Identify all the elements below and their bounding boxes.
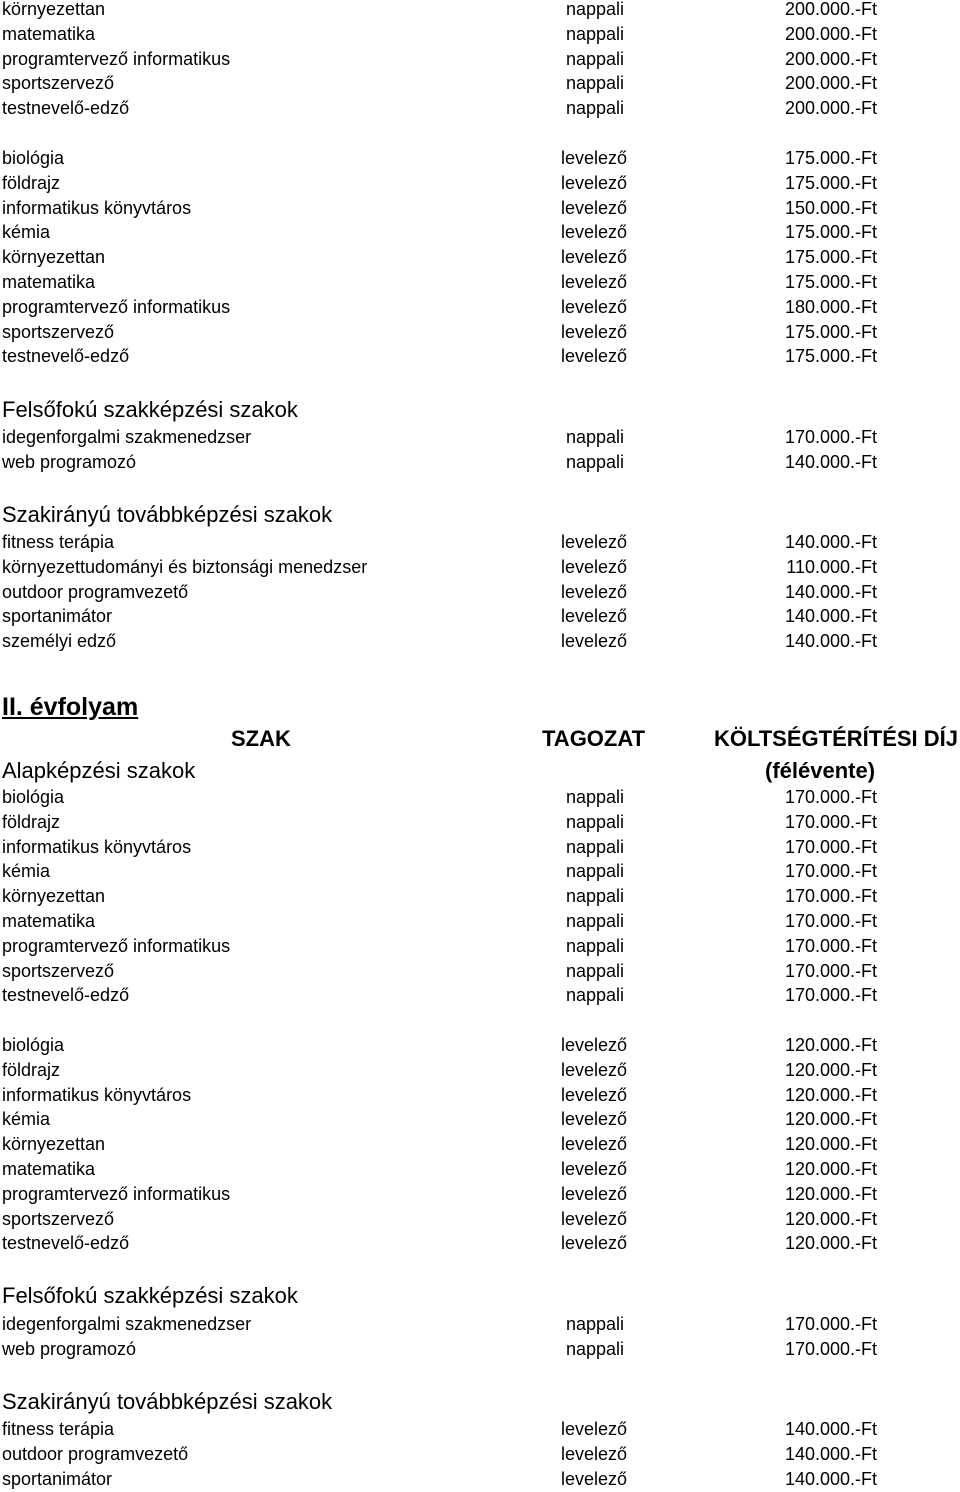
program-name: sportanimátor [2, 606, 113, 627]
table-row [0, 884, 960, 908]
study-mode: nappali [566, 0, 625, 19]
fee-amount: 110.000.-Ft [786, 556, 877, 577]
fee-amount: 175.000.-Ft [784, 222, 877, 243]
fee-amount: 140.000.-Ft [784, 581, 877, 602]
program-name: sportszervező [2, 1208, 115, 1229]
fee-amount: 140.000.-Ft [784, 606, 877, 627]
table-row [0, 1058, 960, 1082]
study-mode: levelező [561, 581, 628, 602]
table-row [0, 1207, 960, 1231]
table-row [0, 835, 960, 859]
table-row [0, 171, 960, 195]
study-mode: levelező [561, 197, 628, 218]
study-mode: nappali [566, 960, 625, 981]
fee-amount: 175.000.-Ft [784, 346, 877, 367]
fee-amount: 140.000.-Ft [784, 1419, 877, 1439]
fee-amount: 175.000.-Ft [784, 172, 877, 193]
study-mode: levelező [561, 1443, 628, 1464]
study-mode: levelező [561, 272, 628, 292]
study-mode: levelező [561, 222, 628, 243]
program-name: idegenforgalmi szakmenedzser [2, 427, 252, 447]
table-row [0, 934, 960, 958]
table-row [0, 47, 960, 71]
table-row [0, 1312, 960, 1336]
fee-amount: 120.000.-Ft [784, 1059, 877, 1080]
program-name: környezettudományi és biztonsági menedzser [2, 556, 368, 577]
program-name: informatikus könyvtáros [2, 197, 192, 218]
fee-amount: 120.000.-Ft [784, 1159, 877, 1179]
study-mode: nappali [566, 935, 625, 956]
study-mode: nappali [566, 427, 625, 447]
fee-amount: 140.000.-Ft [784, 532, 877, 552]
fee-amount: 170.000.-Ft [784, 861, 877, 882]
program-name: sportszervező [2, 73, 115, 94]
table-row [0, 1182, 960, 1206]
study-mode: levelező [561, 346, 628, 367]
fee-amount: 120.000.-Ft [784, 1233, 877, 1254]
table-row [0, 909, 960, 933]
program-name: programtervező informatikus [2, 296, 231, 317]
table-row [0, 220, 960, 244]
fee-amount: 200.000.-Ft [784, 98, 877, 119]
fee-amount: 170.000.-Ft [784, 985, 877, 1006]
program-name: matematika [2, 23, 96, 44]
table-row [0, 629, 960, 653]
program-name: matematika [2, 272, 96, 292]
program-name: személyi edző [2, 631, 117, 652]
program-name: fitness terápia [2, 532, 115, 552]
program-name: kémia [2, 861, 51, 882]
program-name: testnevelő-edző [2, 346, 130, 367]
study-mode: nappali [566, 861, 625, 882]
table-row [0, 1442, 960, 1466]
table-row [0, 785, 960, 809]
study-mode: levelező [561, 1084, 628, 1105]
program-name: környezettan [2, 886, 106, 907]
study-mode: levelező [561, 1109, 628, 1130]
fee-amount: 175.000.-Ft [784, 272, 877, 292]
year2-szakiranyu-heading: Szakirányú továbbképzési szakok [2, 1389, 333, 1414]
table-row [0, 196, 960, 220]
fee-amount: 170.000.-Ft [784, 836, 877, 857]
program-name: programtervező informatikus [2, 1183, 231, 1204]
table-row [0, 1083, 960, 1107]
study-mode: levelező [561, 1208, 628, 1229]
program-name: kémia [2, 1109, 51, 1130]
program-name: sportszervező [2, 960, 115, 981]
table-row [0, 22, 960, 46]
study-mode: levelező [561, 1233, 628, 1254]
study-mode: levelező [561, 1468, 628, 1489]
program-name: outdoor programvezető [2, 581, 189, 602]
col-header-fee: KÖLTSÉGTÉRÍTÉSI DÍJ [713, 726, 958, 751]
study-mode: levelező [561, 556, 628, 577]
program-name: testnevelő-edző [2, 98, 130, 119]
study-mode: nappali [566, 48, 625, 69]
col-header-szak: SZAK [231, 726, 291, 751]
fee-amount: 175.000.-Ft [784, 247, 877, 268]
table-row [0, 1157, 960, 1181]
program-name: idegenforgalmi szakmenedzser [2, 1314, 252, 1334]
table-row [0, 983, 960, 1007]
program-name: földrajz [2, 1059, 61, 1080]
year1-felsofoku-heading: Felsőfokú szakképzési szakok [2, 397, 298, 422]
table-row [0, 1417, 960, 1441]
table-row [0, 146, 960, 170]
study-mode: levelező [561, 1419, 628, 1439]
program-name: sportanimátor [2, 1468, 113, 1489]
program-name: web programozó [2, 451, 137, 472]
table-row [0, 1033, 960, 1057]
study-mode: levelező [561, 247, 628, 268]
fee-amount: 200.000.-Ft [784, 73, 877, 94]
table-row [0, 295, 960, 319]
program-name: biológia [2, 148, 65, 168]
study-mode: nappali [566, 73, 625, 94]
study-mode: nappali [566, 23, 625, 44]
program-name: fitness terápia [2, 1419, 115, 1439]
study-mode: nappali [566, 1338, 625, 1359]
year2-alapkepzesi-heading: Alapképzési szakok [2, 758, 196, 783]
program-name: matematika [2, 911, 96, 931]
fee-amount: 140.000.-Ft [784, 1443, 877, 1464]
program-name: programtervező informatikus [2, 935, 231, 956]
year2-felsofoku-heading: Felsőfokú szakképzési szakok [2, 1283, 298, 1308]
year2-title: II. évfolyam [2, 693, 139, 721]
col-header-fee-period: (félévente) [765, 758, 876, 783]
fee-amount: 175.000.-Ft [784, 148, 877, 168]
fee-amount: 120.000.-Ft [784, 1183, 877, 1204]
table-row [0, 71, 960, 95]
fee-amount: 170.000.-Ft [784, 1338, 877, 1359]
program-name: kémia [2, 222, 51, 243]
study-mode: levelező [561, 631, 628, 652]
fee-amount: 170.000.-Ft [784, 911, 877, 931]
study-mode: nappali [566, 451, 625, 472]
fee-amount: 170.000.-Ft [784, 960, 877, 981]
program-name: környezettan [2, 1134, 106, 1155]
study-mode: nappali [566, 911, 625, 931]
fee-amount: 200.000.-Ft [784, 48, 877, 69]
table-row [0, 1132, 960, 1156]
fee-amount: 120.000.-Ft [784, 1084, 877, 1105]
fee-amount: 140.000.-Ft [784, 631, 877, 652]
col-header-tagozat: TAGOZAT [542, 726, 646, 751]
fee-amount: 170.000.-Ft [784, 787, 877, 807]
fee-amount: 170.000.-Ft [784, 1314, 877, 1334]
table-row [0, 859, 960, 883]
table-row [0, 530, 960, 554]
program-name: web programozó [2, 1338, 137, 1359]
program-name: földrajz [2, 172, 61, 193]
table-row [0, 555, 960, 579]
fee-amount: 140.000.-Ft [784, 451, 877, 472]
table-row [0, 344, 960, 368]
study-mode: nappali [566, 836, 625, 857]
study-mode: nappali [566, 1314, 625, 1334]
program-name: sportszervező [2, 321, 115, 342]
program-name: informatikus könyvtáros [2, 1084, 192, 1105]
study-mode: levelező [561, 1134, 628, 1155]
table-row [0, 1231, 960, 1255]
fee-amount: 170.000.-Ft [784, 935, 877, 956]
table-row [0, 425, 960, 449]
table-row [0, 0, 960, 21]
fee-amount: 180.000.-Ft [784, 296, 877, 317]
study-mode: levelező [561, 1183, 628, 1204]
program-name: testnevelő-edző [2, 985, 130, 1006]
fee-amount: 120.000.-Ft [784, 1035, 877, 1055]
program-name: földrajz [2, 811, 61, 832]
program-name: környezettan [2, 247, 106, 268]
year1-szakiranyu-heading: Szakirányú továbbképzési szakok [2, 502, 333, 527]
program-name: biológia [2, 1035, 65, 1055]
fee-amount: 120.000.-Ft [784, 1208, 877, 1229]
table-row [0, 245, 960, 269]
study-mode: levelező [561, 1059, 628, 1080]
study-mode: levelező [561, 1159, 628, 1179]
table-row [0, 580, 960, 604]
study-mode: levelező [561, 606, 628, 627]
study-mode: nappali [566, 787, 625, 807]
study-mode: nappali [566, 98, 625, 119]
program-name: programtervező informatikus [2, 48, 231, 69]
study-mode: nappali [566, 985, 625, 1006]
table-row [0, 1467, 960, 1491]
fee-amount: 200.000.-Ft [784, 0, 877, 19]
study-mode: levelező [561, 321, 628, 342]
study-mode: levelező [561, 172, 628, 193]
fee-amount: 170.000.-Ft [784, 811, 877, 832]
program-name: környezettan [2, 0, 106, 19]
study-mode: levelező [561, 148, 628, 168]
table-row [0, 1337, 960, 1361]
study-mode: nappali [566, 886, 625, 907]
table-row [0, 604, 960, 628]
fee-amount: 170.000.-Ft [784, 427, 877, 447]
program-name: outdoor programvezető [2, 1443, 189, 1464]
fee-amount: 170.000.-Ft [784, 886, 877, 907]
fee-amount: 200.000.-Ft [784, 23, 877, 44]
fee-amount: 120.000.-Ft [784, 1134, 877, 1155]
fee-amount: 140.000.-Ft [784, 1468, 877, 1489]
table-row [0, 810, 960, 834]
study-mode: levelező [561, 532, 628, 552]
table-row [0, 450, 960, 474]
study-mode: nappali [566, 811, 625, 832]
fee-amount: 120.000.-Ft [784, 1109, 877, 1130]
fee-amount: 175.000.-Ft [784, 321, 877, 342]
program-name: informatikus könyvtáros [2, 836, 192, 857]
table-row [0, 320, 960, 344]
study-mode: levelező [561, 296, 628, 317]
program-name: testnevelő-edző [2, 1233, 130, 1254]
table-row [0, 96, 960, 120]
table-row [0, 1107, 960, 1131]
program-name: matematika [2, 1159, 96, 1179]
table-row [0, 270, 960, 294]
fee-amount: 150.000.-Ft [784, 197, 877, 218]
program-name: biológia [2, 787, 65, 807]
table-row [0, 959, 960, 983]
study-mode: levelező [561, 1035, 628, 1055]
